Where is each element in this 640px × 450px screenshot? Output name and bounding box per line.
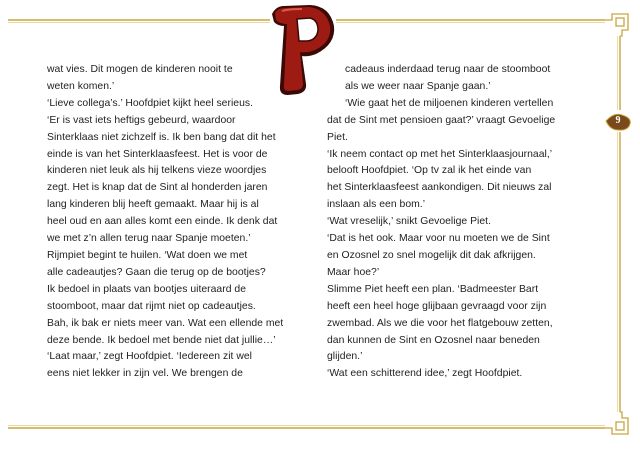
text-line: heeft een heel hoge glijbaan gevraagd voor zijn: [327, 300, 547, 312]
text-line: lang kinderen blij heeft gemaakt. Maar hij is al: [47, 199, 259, 211]
text-line: Rijmpiet begint te huilen. ‘Wat doen we met: [47, 249, 248, 261]
text-line: deze bende. Ik bedoel met bende niet dat jullie…’: [47, 334, 276, 346]
text-line: kinderen niet leuk als hij telkens vieze woordjes: [47, 165, 267, 177]
text-line: Ik bedoel in plaats van bootjes uiteraard de: [47, 283, 247, 295]
text-line: glijden.’: [327, 351, 363, 363]
text-line: einde is van het Sinterklaasfeest. Het is voor de: [47, 148, 268, 160]
text-line: zwembad. Als we die voor het flatgebouw zetten,: [327, 317, 553, 329]
right-text-column: [327, 62, 612, 383]
text-line: Maar hoe?’: [327, 266, 380, 278]
text-line: als we weer naar Spanje gaan.’: [345, 80, 491, 92]
text-line: en Ozosnel zo snel mogelijk dit dak afkrijgen.: [327, 249, 536, 261]
text-line: eens niet lekker in zijn vel. We brengen de: [47, 368, 243, 380]
text-line: Slimme Piet heeft een plan. ‘Badmeester Bart: [327, 283, 539, 295]
text-line: ‘Wat vreselijk,’ snikt Gevoelige Piet.: [327, 216, 491, 228]
text-line: wat vies. Dit mogen de kinderen nooit te: [47, 64, 233, 75]
text-line: weten komen.’: [47, 80, 115, 92]
corner-ornament-bottom-right: [605, 412, 628, 434]
text-line: Bah, ik bak er niets meer van. Wat een ellende met: [47, 317, 284, 329]
text-line: ‘Wat een schitterend idee,’ zegt Hoofdpiet.: [327, 368, 523, 380]
page-number: 9: [615, 115, 621, 126]
text-line: dat de Sint met pensioen gaat?’ vraagt Gevoelige: [327, 114, 556, 126]
text-line: ‘Er is vast iets heftigs gebeurd, waardoor: [47, 114, 236, 126]
text-line: zegt. Het is knap dat de Sint al honderden jaren: [47, 182, 268, 194]
text-line: ‘Dat is het ook. Maar voor nu moeten we de Sint: [327, 233, 550, 245]
corner-ornament-top-right: [605, 14, 628, 36]
text-line: ‘Laat maar,’ zegt Hoofdpiet. ‘Iedereen zit wel: [47, 351, 252, 363]
text-line: ‘Lieve collega’s.’ Hoofdpiet kijkt heel serieus.: [47, 97, 253, 109]
text-line: het Sinterklaasfeest aankondigen. Dit nieuws zal: [327, 182, 552, 194]
text-line: we met z’n allen terug naar Spanje moeten.’: [47, 233, 251, 245]
text-line: inslaan als een bom.’: [327, 199, 426, 211]
text-line: alle cadeautjes? Gaan die terug op de bootjes?: [47, 266, 266, 278]
left-text-column: [47, 62, 327, 383]
text-line: cadeaus inderdaad terug naar de stoomboot: [345, 64, 551, 75]
text-line: ‘Wie gaat het de miljoenen kinderen vertellen: [345, 97, 554, 109]
text-line: belooft Hoofdpiet. ‘Op tv zal ik het einde van: [327, 165, 532, 177]
text-line: Piet.: [327, 131, 348, 143]
text-line: heel oud en aan alles komt een einde. Ik denk dat: [47, 216, 278, 228]
text-line: stoomboot, maar dat rijmt niet op cadeautjes.: [47, 300, 256, 312]
text-line: ‘Ik neem contact op met het Sinterklaasjournaal,’: [327, 148, 553, 160]
text-line: dan kunnen de Sint en Ozosnel naar beneden: [327, 334, 540, 346]
text-line: Sinterklaas niet zichzelf is. Ik ben bang dat dit het: [47, 131, 276, 143]
